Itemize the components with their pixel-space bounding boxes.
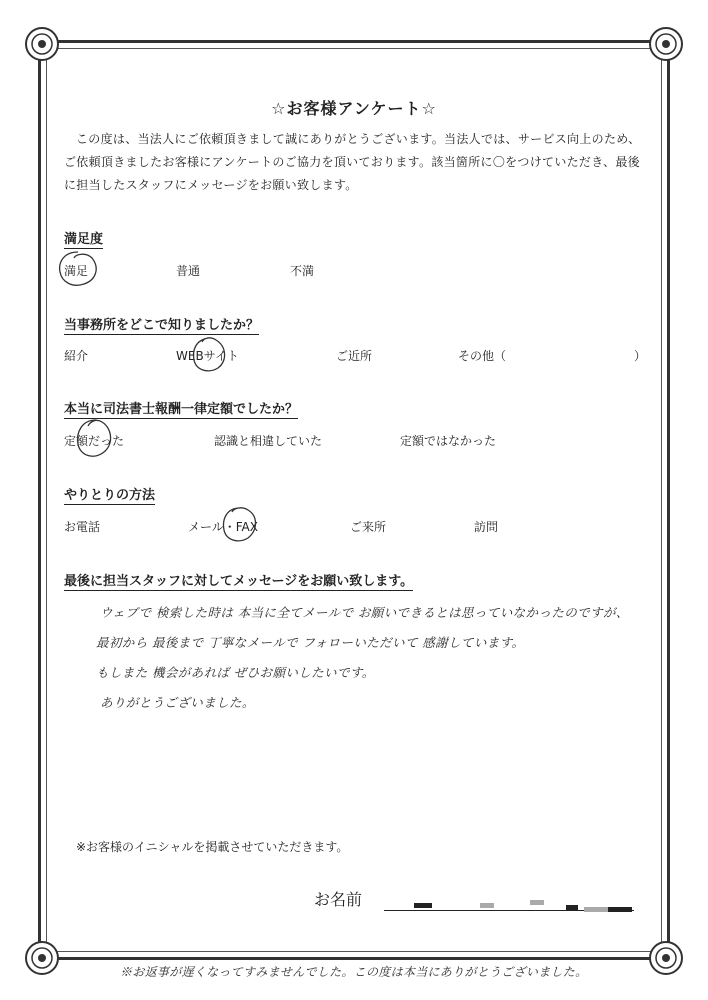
option-satisfied[interactable]: 満足 — [64, 264, 89, 278]
option-other[interactable]: その他（ — [458, 349, 507, 363]
initials-note: ※お客様のイニシャルを掲載させていただきます。 — [76, 840, 349, 854]
option-fixed-yes[interactable]: 定額だった — [64, 434, 125, 448]
redacted-name-block — [608, 907, 632, 912]
corner-ornament-icon — [646, 938, 686, 978]
redacted-name-block — [480, 903, 494, 908]
section-title-fixed-fee: 本当に司法書士報酬一律定額でしたか？ — [64, 398, 298, 419]
option-neighborhood[interactable]: ご近所 — [336, 349, 373, 363]
redacted-name-block — [566, 905, 578, 910]
option-normal[interactable]: 普通 — [176, 264, 201, 278]
option-website[interactable]: WEBサイト — [176, 349, 239, 363]
option-dissatisfied[interactable]: 不満 — [290, 264, 315, 278]
intro-paragraph: この度は、当法人にご依頼頂きまして誠にありがとうございます。当法人では、サービス向上のため、ご依頼頂きましたお客様にアンケートのご協力を頂いております。該当箇所に〇をつけていただき、最後に担当したスタッフにメッセージをお願い致します。 — [64, 132, 641, 192]
section-title-message: 最後に担当スタッフに対してメッセージをお願い致します。 — [64, 570, 413, 591]
option-referral[interactable]: 紹介 — [64, 349, 89, 363]
option-fixed-different[interactable]: 認識と相違していた — [214, 434, 323, 448]
option-other-close: ） — [634, 349, 647, 363]
section-title-satisfaction: 満足度 — [64, 228, 103, 249]
section-title-source: 当事務所をどこで知りましたか？ — [64, 314, 259, 335]
option-fixed-no[interactable]: 定額ではなかった — [400, 434, 497, 448]
corner-ornament-icon — [22, 24, 62, 64]
message-line: ありがとうございました。 — [100, 695, 255, 710]
option-mail-fax[interactable]: メール・FAX — [188, 520, 258, 534]
option-phone[interactable]: お電話 — [64, 520, 101, 534]
page-title: ☆お客様アンケート☆ — [271, 99, 437, 118]
option-visit-office[interactable]: ご来所 — [350, 520, 387, 534]
corner-ornament-icon — [646, 24, 686, 64]
handwritten-footer-note: ※お返事が遅くなってすみませんでした。この度は本当にありがとうございました。 — [120, 965, 588, 979]
redacted-name-block — [584, 907, 608, 912]
redacted-name-block — [414, 903, 432, 908]
redacted-name-block — [530, 900, 544, 905]
option-home-visit[interactable]: 訪問 — [474, 520, 499, 534]
message-line: ウェブで 検索した時は 本当に全てメールで お願いできるとは思っていなかったのですが、 — [100, 605, 629, 620]
message-line: 最初から 最後まで 丁寧なメールで フォローいただいて 感謝しています。 — [96, 635, 525, 650]
name-label: お名前 — [314, 890, 363, 909]
corner-ornament-icon — [22, 938, 62, 978]
section-title-contact: やりとりの方法 — [64, 484, 155, 505]
message-line: もしまた 機会があれば ぜひお願いしたいです。 — [96, 665, 375, 680]
intro-text — [64, 128, 644, 197]
